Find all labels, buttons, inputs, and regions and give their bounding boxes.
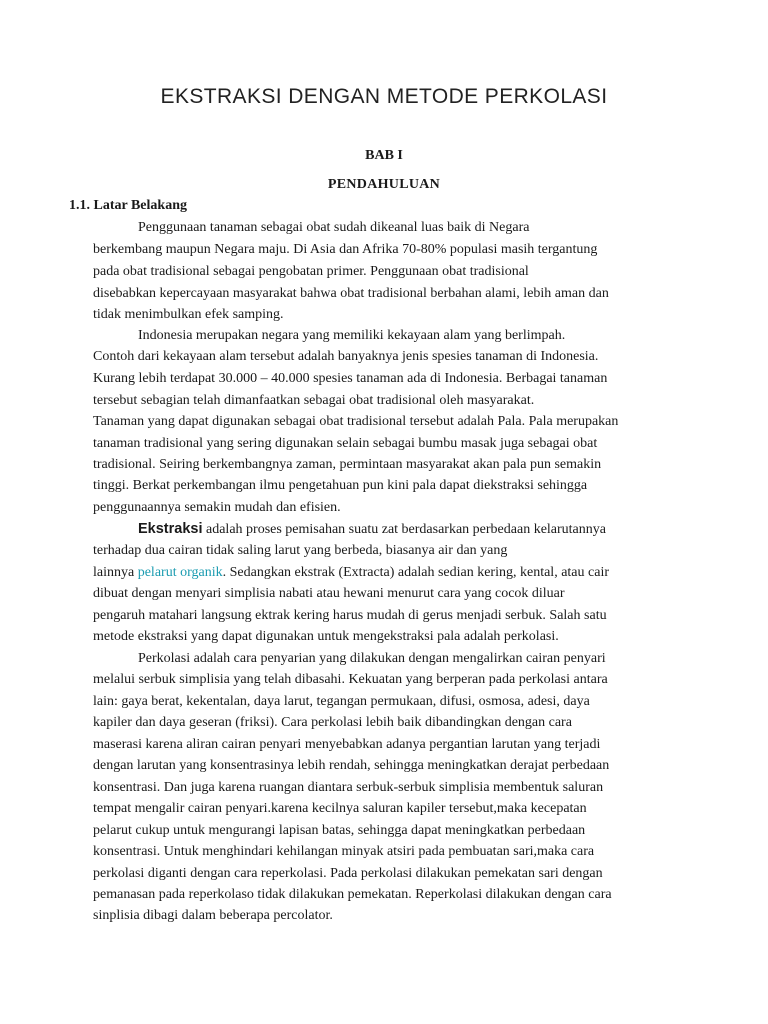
line-text: lainnya [93, 565, 138, 580]
paragraph-line: terhadap dua cairan tidak saling larut yang berbeda, biasanya air dan yang [93, 543, 508, 558]
paragraph-line: perkolasi diganti dengan cara reperkolasi. Pada perkolasi dilakukan pemekatan sari dengan [93, 866, 603, 881]
chapter-title: PENDAHULUAN [327, 177, 441, 192]
paragraph-line: pelarut cukup untuk mengurangi lapisan batas, sehingga dapat meningkatkan perbedaan [93, 823, 586, 838]
paragraph-line: tempat mengalir cairan penyari.karena kecilnya saluran kapiler tersebut,maka kecepatan [93, 801, 587, 816]
line-text: . Sedangkan ekstrak (Extracta) adalah sedian kering, kental, atau cair [222, 565, 609, 580]
paragraph-line: kapiler dan daya geseran (friksi). Cara perkolasi lebih baik dibandingkan dengan cara [93, 715, 572, 730]
paragraph-line: konsentrasi. Dan juga karena ruangan diantara serbuk-serbuk simplisia membentuk saluran [93, 780, 604, 795]
paragraph-line: Tanaman yang dapat digunakan sebagai obat tradisional tersebut adalah Pala. Pala merupakan [93, 414, 619, 429]
page-title: EKSTRAKSI DENGAN METODE PERKOLASI [160, 85, 608, 108]
paragraph-line: Indonesia merupakan negara yang memiliki kekayaan alam yang berlimpah. [138, 328, 566, 343]
paragraph-line: dibuat dengan menyari simplisia nabati atau hewani menurut cara yang cocok diluar [93, 586, 565, 601]
paragraph-line: tinggi. Berkat perkembangan ilmu pengetahuan pun kini pala dapat diekstraksi sehingga [93, 478, 588, 493]
paragraph-line [93, 564, 609, 582]
paragraph-line: tersebut sebagian telah dimanfaatkan sebagai obat tradisional oleh masyarakat. [93, 393, 535, 408]
chapter-number: BAB I [365, 148, 403, 163]
paragraph-line: lain: gaya berat, kekentalan, daya larut, tegangan permukaan, difusi, osmosa, adesi, daya [93, 694, 590, 709]
paragraph-line: Kurang lebih terdapat 30.000 – 40.000 spesies tanaman ada di Indonesia. Berbagai tanaman [93, 371, 608, 386]
paragraph-line: pemanasan pada reperkolaso tidak dilakukan pemekatan. Reperkolasi dilakukan dengan cara [93, 887, 612, 902]
pelarut-organik-link[interactable]: pelarut organik [137, 565, 223, 580]
section-heading: 1.1. Latar Belakang [69, 198, 187, 213]
paragraph-line: konsentrasi. Untuk menghindari kehilangan minyak atsiri pada pembuatan sari,maka cara [93, 844, 595, 859]
paragraph-line: tradisional. Seiring berkembangnya zaman, permintaan masyarakat akan pala pun semakin [93, 457, 602, 472]
paragraph-line: dengan larutan yang konsentrasinya lebih rendah, sehingga meningkatkan derajat perbedaan [93, 758, 610, 773]
paragraph-line: Perkolasi adalah cara penyarian yang dilakukan dengan mengalirkan cairan penyari [138, 651, 606, 666]
paragraph-line: melalui serbuk simplisia yang telah dibasahi. Kekuatan yang berperan pada perkolasi antara [93, 672, 608, 687]
paragraph-line: maserasi karena aliran cairan penyari menyebabkan adanya pergantian larutan yang terjadi [93, 737, 601, 752]
paragraph-line: tanaman tradisional yang sering digunakan selain sebagai bumbu masak juga sebagai obat [93, 436, 598, 451]
paragraph-line: tidak menimbulkan efek samping. [93, 307, 284, 322]
paragraph-line: Penggunaan tanaman sebagai obat sudah dikeanal luas baik di Negara [138, 220, 530, 235]
paragraph-line: disebabkan kepercayaan masyarakat bahwa obat tradisional berbahan alami, lebih aman dan [93, 286, 609, 301]
keyword-ekstraksi: Ekstraksi [138, 521, 203, 537]
paragraph-line: penggunaannya semakin mudah dan efisien. [93, 500, 341, 515]
line-text: adalah proses pemisahan suatu zat berdasarkan perbedaan kelarutannya [202, 522, 606, 537]
paragraph-line: Contoh dari kekayaan alam tersebut adalah banyaknya jenis spesies tanaman di Indonesia. [93, 349, 599, 364]
paragraph-line: berkembang maupun Negara maju. Di Asia dan Afrika 70-80% populasi masih tergantung [93, 242, 598, 257]
paragraph-line: metode ekstraksi yang dapat digunakan untuk mengekstraksi pala adalah perkolasi. [93, 629, 559, 644]
paragraph-line: sinplisia dibagi dalam beberapa percolator. [93, 908, 333, 923]
paragraph-line [138, 520, 606, 539]
paragraph-line: pengaruh matahari langsung ektrak kering harus mudah di gerus menjadi serbuk. Salah satu [93, 608, 607, 623]
paragraph-line: pada obat tradisional sebagai pengobatan primer. Penggunaan obat tradisional [93, 264, 529, 279]
